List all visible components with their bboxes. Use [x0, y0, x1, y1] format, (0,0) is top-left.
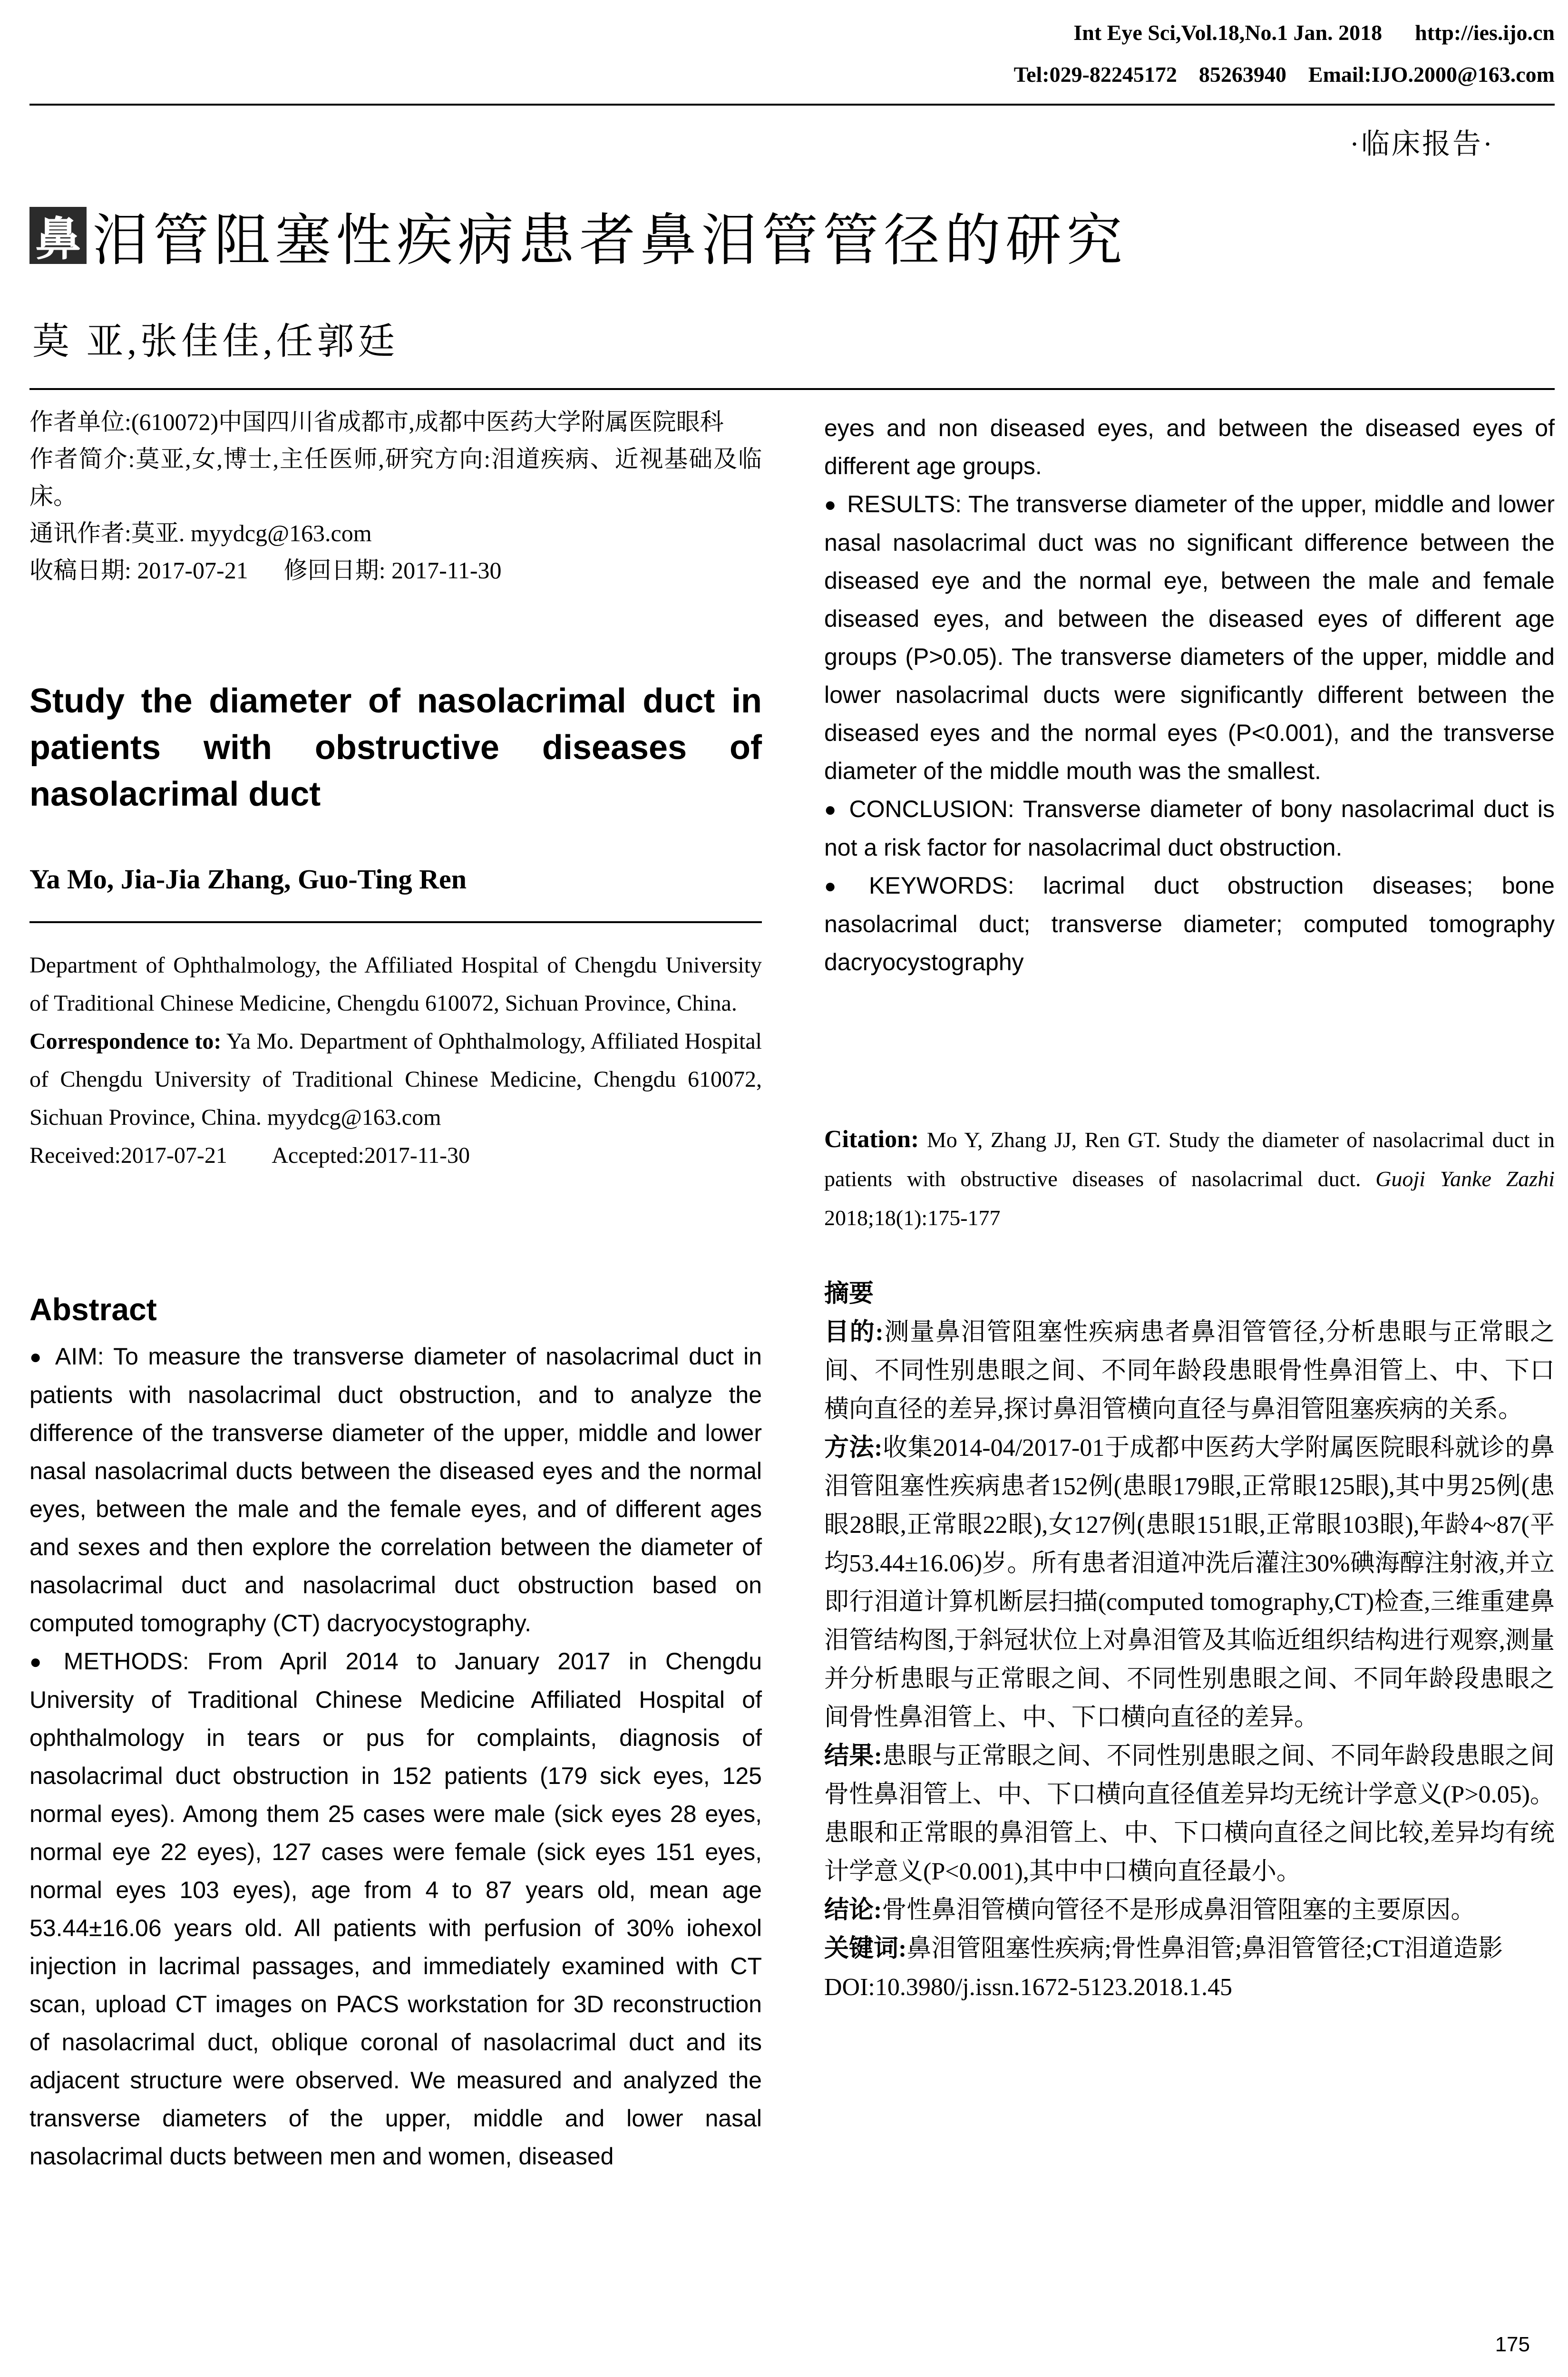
author-bio-cn: 作者简介:莫亚,女,博士,主任医师,研究方向:泪道疾病、近视基础及临床。: [29, 446, 762, 509]
correspondence-en: [29, 1023, 762, 1137]
abstract-methods: ● METHODS: From April 2014 to January 2017 in Chengdu University of Traditional Chinese Medicine Affiliated Hospital of ophthalmology in tears or pus for complaints, diagnosis of nasolacrimal duct obstruction in 152 patients (179 sick eyes, 125 normal eyes). Among them 25 cases were male (sick eyes 28 eyes, normal eye 22 eyes), 127 cases were female (sick eyes 151 eyes, normal eyes 103 eyes), age from 4 to 87 years old, mean age 53.44±16.06 years old. All patients with perfusion of 30% iohexol injection in lacrimal passages, and immediately examined with CT scan, upload CT images on PACS workstation for 3D reconstruction of nasolacrimal duct, oblique coronal of nasolacrimal duct and its adjacent structure were observed. We measured and analyzed the transverse diameters of the upper, middle and lower nasal nasolacrimal ducts between men and women, diseased: [29, 1648, 762, 2170]
section-tag: ·临床报告·: [1350, 128, 1494, 160]
bullet-icon: ●: [824, 798, 839, 820]
abstract-aim: ● AIM: To measure the transverse diameter of nasolacrimal duct in patients with nasolacrimal duct obstruction, and to analyze the difference of the transverse diameter of the upper, middle and lower nasal nasolacrimal ducts between the diseased eyes and the normal eyes, between the male and the female eyes, and of different ages and sexes and then explore the correlation between the diameter of nasolacrimal duct and nasolacrimal duct obstruction based on computed tomography (CT) dacryocystography.: [29, 1343, 762, 1637]
citation-ref: 2018;18(1):175-177: [824, 1206, 1001, 1230]
bullet-icon: ●: [824, 875, 858, 897]
dates-en: Received:2017-07-21 Accepted:2017-11-30: [29, 1143, 470, 1168]
cn-abstract-methods: 方法:收集2014-04/2017-01于成都中医药大学附属医院眼科就诊的鼻泪管阻塞性疾病患者152例(患眼179眼,正常眼125眼),其中男25例(患眼28眼,正常眼22眼),女127例(患眼151眼,正常眼103眼),年龄4~87(平均53.44±16.06)岁。所有患者泪道冲洗后灌注30%碘海醇注射液,并立即行泪道计算机断层扫描(computed tomography,CT)检查,三维重建鼻泪管结构图,于斜冠状位上对鼻泪管及其临近组织结构进行观察,测量并分析患眼与正常眼之间、不同性别患眼之间、不同年龄段患眼之间骨性鼻泪管上、中、下口横向直径的差异。: [824, 1434, 1555, 1731]
department-en: Department of Ophthalmology, the Affiliated Hospital of Chengdu University of Traditional Chinese Medicine, Chengdu 610072, Sichuan Province, China.: [29, 953, 762, 1016]
abstract-conclusion: ● CONCLUSION: Transverse diameter of bony nasolacrimal duct is not a risk factor for nasolacrimal duct obstruction.: [824, 796, 1555, 861]
abstract-keywords: ● KEYWORDS: lacrimal duct obstruction diseases; bone nasolacrimal duct; transverse diameter; computed tomography dacryocystography: [824, 872, 1555, 975]
cn-abstract-heading: 摘要: [824, 1280, 874, 1307]
journal-header-line1: Int Eye Sci,Vol.18,No.1 Jan. 2018 http://ies.ijo.cn: [1073, 20, 1555, 45]
abstract-heading: Abstract: [29, 1292, 157, 1327]
cn-abstract-conclusion: 结论:骨性鼻泪管横向管径不是形成鼻泪管阻塞的主要原因。: [824, 1897, 1476, 1924]
abstract-results: ● RESULTS: The transverse diameter of the upper, middle and lower nasal nasolacrimal duct was no significant difference between the diseased eye and the normal eye, between the male and female diseased eyes, and between the diseased eyes of different age groups (P>0.05). The transverse diameters of the upper, middle and lower nasolacrimal ducts were significantly different between the diseased eyes and the normal eyes (P<0.001), and the transverse diameter of the middle mouth was the smallest.: [824, 491, 1555, 784]
citation-journal: Guoji Yanke Zazhi: [1375, 1167, 1555, 1191]
correspondence-cn: 通讯作者:莫亚. myydcg@163.com: [29, 520, 372, 546]
cn-abstract: [824, 1275, 1555, 2007]
affiliation-cn: 作者单位:(610072)中国四川省成都市,成都中医药大学附属医院眼科: [29, 409, 724, 435]
correspondence-label: Correspondence to:: [29, 1029, 222, 1054]
author-info-cn: [29, 403, 762, 589]
cn-abstract-aim: 目的:测量鼻泪管阻塞性疾病患者鼻泪管管径,分析患眼与正常眼之间、不同性别患眼之间、不同年龄段患眼骨性鼻泪管上、中、下口横向直径的差异,探讨鼻泪管横向直径与鼻泪管阻塞疾病的关系。: [824, 1319, 1555, 1423]
page-title: 泪管阻塞性疾病患者鼻泪管管径的研究: [92, 209, 1128, 272]
abstract-methods-cont: eyes and non diseased eyes, and between the diseased eyes of different age groups.: [824, 415, 1555, 479]
correspondence-text: Ya Mo. Department of Ophthalmology, Affiliated Hospital of Chengdu University of Traditional Chinese Medicine, Chengdu 610072, Sichuan Province, China. myydcg@163.com: [29, 1029, 762, 1130]
abstract-left: [29, 1337, 762, 2175]
bullet-icon: ●: [29, 1650, 53, 1673]
english-title: Study the diameter of nasolacrimal duct in patients with obstructive diseases of nasolacrimal duct: [29, 682, 762, 813]
authors-cn: 莫 亚,张佳佳,任郭廷: [32, 321, 399, 362]
citation-label: Citation:: [824, 1126, 919, 1153]
citation-text: Mo Y, Zhang JJ, Ren GT. Study the diameter of nasolacrimal duct in patients with obstructive diseases of nasolacrimal duct.: [824, 1128, 1555, 1191]
doi: DOI:10.3980/j.issn.1672-5123.2018.1.45: [824, 1974, 1232, 2001]
title-initial-mark: 鼻: [29, 207, 87, 264]
english-affiliation-block: [29, 946, 762, 1175]
header-rule: [29, 104, 1555, 106]
title-row: [29, 200, 1127, 271]
english-title-block: [29, 678, 762, 818]
cn-abstract-keywords: 关键词:鼻泪管阻塞性疾病;骨性鼻泪管;鼻泪管管径;CT泪道造影: [824, 1935, 1503, 1962]
title-rule: [29, 388, 1555, 390]
abstract-right: [824, 409, 1555, 981]
cn-abstract-results: 结果:患眼与正常眼之间、不同性别患眼之间、不同年龄段患眼之间骨性鼻泪管上、中、下口横向直径值差异均无统计学意义(P>0.05)。患眼和正常眼的鼻泪管上、中、下口横向直径之间比较,差异均有统计学意义(P<0.001),其中中口横向直径最小。: [824, 1743, 1555, 1885]
english-authors-rule: [29, 921, 762, 923]
journal-header-line2: Tel:029-82245172 85263940 Email:IJO.2000@163.com: [1013, 62, 1555, 87]
bullet-icon: ●: [824, 493, 837, 516]
citation: [824, 1120, 1555, 1237]
page-number: 175: [1495, 2333, 1530, 2356]
english-authors: Ya Mo, Jia-Jia Zhang, Guo-Ting Ren: [29, 864, 467, 895]
bullet-icon: ●: [29, 1345, 45, 1368]
dates-cn: 收稿日期: 2017-07-21 修回日期: 2017-11-30: [29, 557, 502, 584]
